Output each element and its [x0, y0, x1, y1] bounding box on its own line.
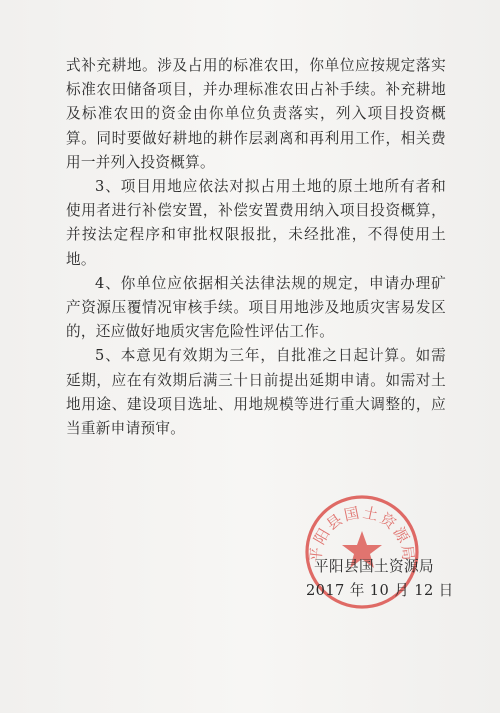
paragraph-item-5: 5、本意见有效期为三年，自批准之日起计算。如需延期，应在有效期后满三十日前提出延期申请。如需对土地用途、建设项目选址、用地规模等进行重大调整的，应当重新申请预审。 — [66, 347, 446, 438]
signature-date: 2017 年 10 月 12 日 — [306, 582, 454, 599]
signature-organization: 平阳县国土资源局 — [314, 558, 434, 575]
paragraph-item-4: 4、你单位应依据相关法律法规的规定，申请办理矿产资源压覆情况审核手续。项目用地涉及地质灾害易发区的，还应做好地质灾害危险性评估工作。 — [66, 274, 446, 341]
seal-text: 平阳县国土资源局 — [306, 503, 418, 564]
paragraph-farmland-compensation: 式补充耕地。涉及占用的标准农田，你单位应按规定落实标准农田储备项目，并办理标准农田占补手续。补充耕地及标准农田的资金由你单位负责落实，列入项目投资概算。同时要做好耕地的耕作层剥离和再利用工作，相关费用一并列入投资概算。 — [66, 57, 446, 171]
document-body — [66, 54, 446, 441]
paragraph-item-3: 3、项目用地应依法对拟占用土地的原土地所有者和使用者进行补偿安置，补偿安置费用纳入项目投资概算，并按法定程序和审批权限报批，未经批准，不得使用土地。 — [66, 178, 446, 268]
